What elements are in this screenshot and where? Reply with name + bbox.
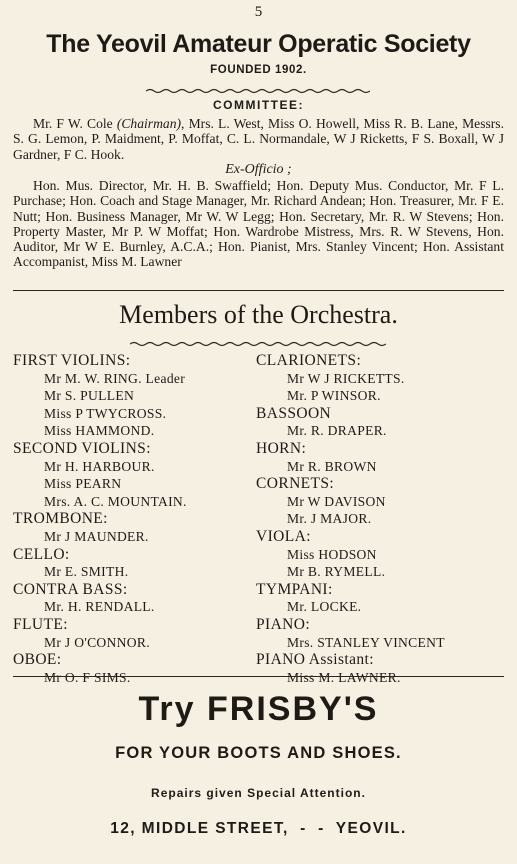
orchestra-member: Mr. J MAJOR. <box>287 511 372 527</box>
orchestra-member: Miss M. LAWNER. <box>287 669 401 685</box>
wavy-divider-top <box>146 88 370 94</box>
orchestra-member: Mr O. F SIMS. <box>44 669 131 685</box>
orchestra-member: Miss PEARN <box>44 476 122 492</box>
instrument-heading: FLUTE: <box>13 615 68 633</box>
instrument-heading: SECOND VIOLINS: <box>13 439 151 457</box>
orchestra-member: Mrs. STANLEY VINCENT <box>287 634 445 650</box>
orchestra-member: Mr S. PULLEN <box>44 388 135 404</box>
orchestra-member: Mr H. HARBOUR. <box>44 458 155 474</box>
orchestra-member: Mrs. A. C. MOUNTAIN. <box>44 493 187 509</box>
orchestra-member: Mr R. BROWN <box>287 458 377 474</box>
page-number: 5 <box>254 4 263 20</box>
committee-text-start: Mr. F W. Cole <box>33 116 117 131</box>
orchestra-member: Mr J MAUNDER. <box>44 528 149 544</box>
instrument-heading: FIRST VIOLINS: <box>13 352 131 369</box>
committee-heading: COMMITTEE: <box>213 98 304 112</box>
orchestra-member: Mr. H. RENDALL. <box>44 599 155 615</box>
ex-officio-heading: Ex-Officio ; <box>225 162 292 177</box>
orchestra-member: Mr B. RYMELL. <box>287 564 386 580</box>
instrument-heading: CORNETS: <box>256 475 335 493</box>
society-title: The Yeovil Amateur Operatic Society <box>46 30 471 58</box>
chairman-note: (Chairman) <box>116 116 182 131</box>
advert-tagline: FOR YOUR BOOTS AND SHOES. <box>115 744 402 762</box>
orchestra-member: Miss HAMMOND. <box>44 423 155 439</box>
instrument-heading: BASSOON <box>256 404 332 422</box>
orchestra-member: Mr E. SMITH. <box>44 564 129 580</box>
orchestra-member: Miss HODSON <box>287 546 377 562</box>
advert-headline: Try FRISBY'S <box>138 690 379 728</box>
advert-repairs: Repairs given Special Attention. <box>151 786 366 800</box>
orchestra-member: Mr M. W. RING. Leader <box>44 370 186 386</box>
advert-rule <box>13 676 504 677</box>
orchestra-member: Mr W DAVISON <box>287 493 386 509</box>
orchestra-member: Mr W J RICKETTS. <box>287 370 405 386</box>
instrument-heading: PIANO: <box>256 615 311 633</box>
instrument-heading: CONTRA BASS: <box>13 580 128 598</box>
advert-address: 12, MIDDLE STREET, - - YEOVIL. <box>110 820 407 837</box>
orchestra-left-column <box>13 352 187 686</box>
orchestra-member: Mr. R. DRAPER. <box>287 423 387 439</box>
orchestra-member: Mr. P WINSOR. <box>287 388 381 404</box>
wavy-divider-orchestra <box>130 341 386 347</box>
orchestra-title: Members of the Orchestra. <box>119 300 398 329</box>
instrument-heading: TYMPANI: <box>256 580 333 598</box>
instrument-heading: PIANO Assistant: <box>256 651 374 669</box>
committee-members <box>13 116 504 162</box>
instrument-heading: TROMBONE: <box>13 510 108 528</box>
orchestra-member: Mr J O'CONNOR. <box>44 634 150 650</box>
orchestra-member: Mr. LOCKE. <box>287 599 362 615</box>
instrument-heading: HORN: <box>256 439 307 457</box>
instrument-heading: CLARIONETS: <box>256 352 362 369</box>
ex-officio-text: Hon. Mus. Director, Mr. H. B. Swaffield; Hon. Deputy Mus. Conductor, Mr. F L. Purchase; Hon. Coach and Stage Manager, Mr. Richard Andean; Hon. Treasurer, Mr. F E. Nutt; Hon. Business Manager, Mr W. W Legg; Hon. Secretary, Mr. R. W Stevens; Hon. Property Master, Mr P. W Moffat; Hon. Wardrobe Mistress, Mrs. R. W Stevens, Hon. Auditor, Mr W E. Burnley, A.C.A.; Hon. Pianist, Mrs. Stanley Vincent; Hon. Assistant Accompanist, Miss M. Lawner <box>13 178 504 270</box>
instrument-heading: VIOLA: <box>256 527 311 545</box>
section-rule <box>13 290 504 291</box>
committee-text-rest: , Mrs. L. West, Miss O. Howell, Miss R. B. Lane, Messrs. S. G. Lemon, P. Maidment, P. Moffat, C. L. Normandale, W J Ricketts, F S. Boxall, W J Gardner, F C. Hook. <box>13 116 504 162</box>
instrument-heading: CELLO: <box>13 545 70 563</box>
orchestra-member: Miss P TWYCROSS. <box>44 405 167 421</box>
instrument-heading: OBOE: <box>13 651 62 669</box>
founded-line: FOUNDED 1902. <box>210 64 307 76</box>
orchestra-right-column <box>256 352 445 686</box>
